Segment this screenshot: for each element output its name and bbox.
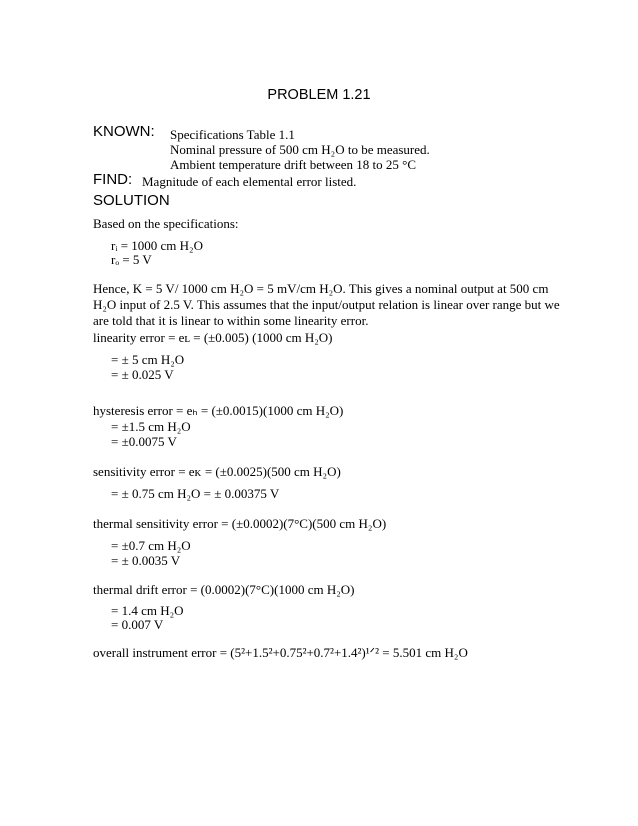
find-text: Magnitude of each elemental error listed. [142, 174, 357, 189]
sensitivity-result: = ± 0.75 cm H₂O = ± 0.00375 V [111, 486, 280, 501]
linearity-equation: linearity error = eʟ = (±0.005) (1000 cm H₂O) [93, 330, 333, 345]
hysteresis-result-2: = ±0.0075 V [111, 434, 177, 449]
known-block [170, 127, 430, 172]
sensitivity-equation: sensitivity error = eᴋ = (±0.0025)(500 cm H₂O) [93, 464, 341, 479]
thermal-sensitivity-result-2: = ± 0.0035 V [111, 553, 181, 568]
known-line-1: Specifications Table 1.1 [170, 127, 295, 142]
find-label: FIND: [93, 171, 133, 188]
ri-line: rᵢ = 1000 cm H₂O [111, 238, 203, 253]
known-line-3: Ambient temperature drift between 18 to 25 °C [170, 157, 416, 172]
thermal-drift-equation: thermal drift error = (0.0002)(7°C)(1000 cm H₂O) [93, 582, 355, 597]
solution-intro: Based on the specifications: [93, 216, 239, 231]
ro-line: rₒ = 5 V [111, 252, 152, 267]
linearity-result-1: = ± 5 cm H₂O [111, 352, 185, 367]
hence-paragraph: Hence, K = 5 V/ 1000 cm H₂O = 5 mV/cm H₂O. This gives a nominal output at 500 cm H₂O input of 2.5 V. This assumes that the input/output relation is linear over range but we are told that it is linear to within some linearity error. [93, 281, 560, 328]
thermal-drift-result-1: = 1.4 cm H₂O [111, 603, 184, 618]
known-line-2: Nominal pressure of 500 cm H₂O to be measured. [170, 142, 430, 157]
thermal-sensitivity-equation: thermal sensitivity error = (±0.0002)(7°C)(500 cm H₂O) [93, 516, 387, 531]
hysteresis-equation: hysteresis error = eₕ = (±0.0015)(1000 cm H₂O) [93, 403, 344, 418]
linearity-result-2: = ± 0.025 V [111, 367, 174, 382]
problem-title: PROBLEM 1.21 [267, 87, 371, 103]
hysteresis-result-1: = ±1.5 cm H₂O [111, 419, 191, 434]
solution-heading: SOLUTION [93, 192, 170, 209]
thermal-drift-result-2: = 0.007 V [111, 617, 164, 632]
thermal-sensitivity-result-1: = ±0.7 cm H₂O [111, 538, 191, 553]
known-label: KNOWN: [93, 123, 155, 140]
overall-error-equation: overall instrument error = (5²+1.5²+0.75²+0.7²+1.4²)¹ᐟ² = 5.501 cm H₂O [93, 645, 468, 660]
